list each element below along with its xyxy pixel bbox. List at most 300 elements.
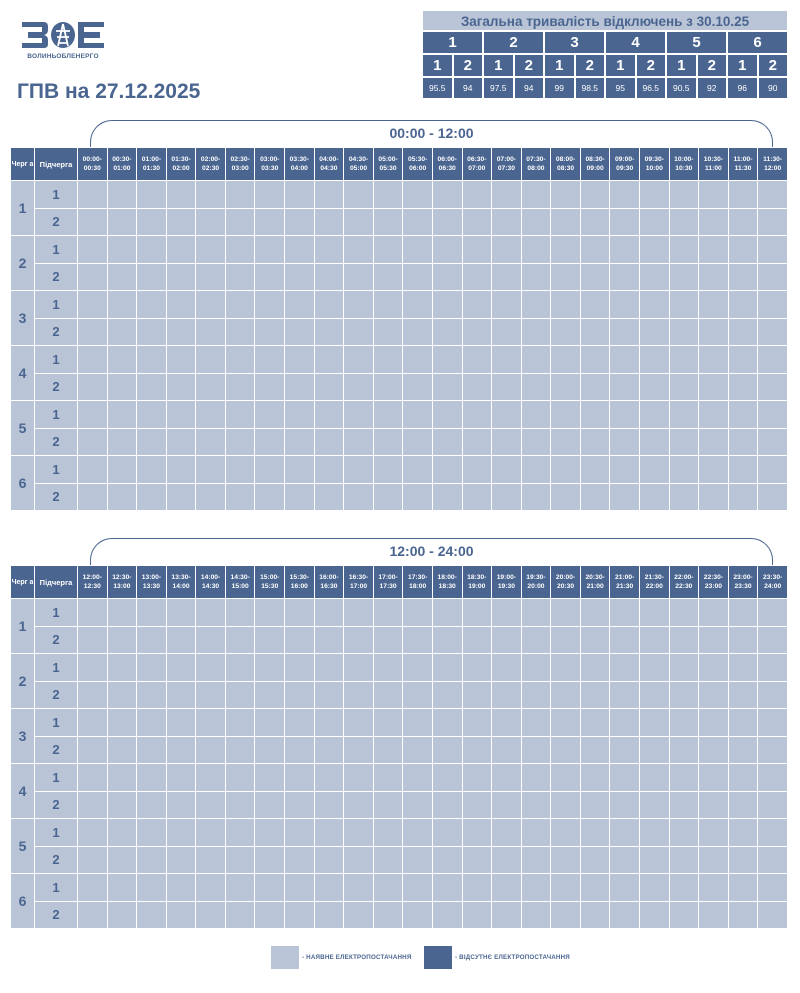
time-slot-cell bbox=[492, 901, 522, 929]
time-slot-cell bbox=[403, 236, 433, 264]
time-slot-cell bbox=[166, 764, 196, 792]
time-slot-cell bbox=[107, 318, 137, 346]
time-slot-cell bbox=[344, 428, 374, 456]
time-slot-cell bbox=[639, 456, 669, 484]
time-slot-cell bbox=[580, 346, 610, 374]
time-slot-cell bbox=[225, 819, 255, 847]
queue-number: 4 bbox=[11, 764, 35, 819]
time-slot-cell bbox=[225, 736, 255, 764]
time-slot-cell bbox=[699, 346, 729, 374]
time-slot-cell bbox=[285, 373, 315, 401]
time-slot-cell bbox=[166, 208, 196, 236]
time-slot-cell bbox=[137, 709, 167, 737]
time-slot-cell bbox=[432, 626, 462, 654]
time-slot-cell bbox=[462, 456, 492, 484]
time-slot-cell bbox=[639, 764, 669, 792]
time-slot-cell bbox=[639, 208, 669, 236]
schedule-row bbox=[11, 208, 788, 236]
time-slot-cell bbox=[196, 291, 226, 319]
time-slot-cell bbox=[285, 654, 315, 682]
time-slot-cell bbox=[432, 181, 462, 209]
time-slot-cell bbox=[669, 318, 699, 346]
time-slot-cell bbox=[699, 846, 729, 874]
time-slot-cell bbox=[403, 819, 433, 847]
time-slot-cell bbox=[225, 346, 255, 374]
time-slot-header: 21:30- 22:00 bbox=[639, 566, 669, 599]
time-slot-cell bbox=[196, 681, 226, 709]
time-slot-cell bbox=[403, 373, 433, 401]
time-slot-cell bbox=[107, 401, 137, 429]
time-slot-cell bbox=[373, 456, 403, 484]
time-slot-cell bbox=[285, 428, 315, 456]
subqueue-number: 2 bbox=[35, 901, 78, 929]
time-slot-cell bbox=[285, 346, 315, 374]
time-slot-cell bbox=[462, 819, 492, 847]
time-slot-cell bbox=[107, 373, 137, 401]
outage-summary-table bbox=[422, 10, 788, 99]
time-slot-cell bbox=[758, 181, 788, 209]
time-slot-cell bbox=[462, 208, 492, 236]
time-slot-cell bbox=[196, 263, 226, 291]
time-slot-cell bbox=[137, 236, 167, 264]
time-slot-cell bbox=[403, 901, 433, 929]
time-slot-cell bbox=[551, 599, 581, 627]
time-slot-cell bbox=[285, 181, 315, 209]
time-slot-cell bbox=[699, 291, 729, 319]
queue-number: 3 bbox=[11, 709, 35, 764]
time-slot-cell bbox=[166, 373, 196, 401]
time-slot-cell bbox=[580, 428, 610, 456]
time-slot-cell bbox=[373, 208, 403, 236]
time-slot-cell bbox=[196, 483, 226, 511]
summary-value: 94 bbox=[453, 77, 484, 99]
schedule-header-row bbox=[11, 148, 788, 181]
time-slot-cell bbox=[728, 819, 758, 847]
time-slot-cell bbox=[255, 346, 285, 374]
schedule-row bbox=[11, 373, 788, 401]
time-slot-cell bbox=[137, 401, 167, 429]
time-slot-cell bbox=[551, 291, 581, 319]
time-slot-cell bbox=[166, 736, 196, 764]
time-slot-cell bbox=[373, 764, 403, 792]
time-slot-cell bbox=[758, 874, 788, 902]
time-slot-cell bbox=[196, 764, 226, 792]
time-slot-cell bbox=[285, 791, 315, 819]
time-slot-cell bbox=[728, 626, 758, 654]
time-slot-cell bbox=[107, 263, 137, 291]
queue-number: 4 bbox=[11, 346, 35, 401]
schedule-header-row bbox=[11, 566, 788, 599]
time-slot-cell bbox=[107, 654, 137, 682]
time-slot-cell bbox=[728, 236, 758, 264]
time-slot-cell bbox=[521, 318, 551, 346]
time-slot-cell bbox=[521, 236, 551, 264]
time-slot-cell bbox=[580, 208, 610, 236]
time-slot-cell bbox=[580, 373, 610, 401]
time-slot-cell bbox=[758, 819, 788, 847]
queue-number: 2 bbox=[11, 654, 35, 709]
summary-group-3: 3 bbox=[544, 31, 605, 54]
time-slot-cell bbox=[728, 346, 758, 374]
summary-subgroup: 2 bbox=[697, 54, 728, 77]
time-slot-cell bbox=[462, 291, 492, 319]
time-slot-cell bbox=[580, 764, 610, 792]
time-slot-cell bbox=[78, 373, 108, 401]
time-slot-cell bbox=[255, 428, 285, 456]
time-slot-cell bbox=[551, 346, 581, 374]
time-slot-cell bbox=[432, 291, 462, 319]
time-slot-cell bbox=[196, 401, 226, 429]
time-slot-cell bbox=[344, 236, 374, 264]
time-slot-cell bbox=[728, 709, 758, 737]
queue-column-header: Черг а bbox=[11, 566, 35, 599]
time-slot-cell bbox=[639, 599, 669, 627]
time-slot-cell bbox=[521, 626, 551, 654]
subqueue-number: 1 bbox=[35, 654, 78, 682]
time-slot-cell bbox=[521, 428, 551, 456]
queue-number: 6 bbox=[11, 456, 35, 511]
time-slot-cell bbox=[285, 901, 315, 929]
queue-number: 6 bbox=[11, 874, 35, 929]
time-slot-cell bbox=[373, 819, 403, 847]
time-slot-cell bbox=[225, 263, 255, 291]
time-slot-cell bbox=[432, 236, 462, 264]
range-label: 12:00 - 24:00 bbox=[389, 543, 474, 559]
time-slot-cell bbox=[462, 681, 492, 709]
time-slot-cell bbox=[255, 626, 285, 654]
time-slot-cell bbox=[255, 456, 285, 484]
time-slot-cell bbox=[166, 483, 196, 511]
time-slot-cell bbox=[669, 736, 699, 764]
subqueue-number: 1 bbox=[35, 874, 78, 902]
time-slot-cell bbox=[492, 791, 522, 819]
time-slot-cell bbox=[196, 456, 226, 484]
time-slot-cell bbox=[344, 263, 374, 291]
time-slot-cell bbox=[610, 401, 640, 429]
time-slot-cell bbox=[639, 791, 669, 819]
time-slot-cell bbox=[758, 208, 788, 236]
time-slot-cell bbox=[196, 874, 226, 902]
time-slot-cell bbox=[166, 846, 196, 874]
schedule-row bbox=[11, 764, 788, 792]
time-slot-cell bbox=[344, 373, 374, 401]
time-slot-cell bbox=[373, 626, 403, 654]
time-slot-cell bbox=[137, 846, 167, 874]
time-slot-cell bbox=[403, 346, 433, 374]
time-slot-cell bbox=[137, 456, 167, 484]
time-slot-header: 06:00- 06:30 bbox=[432, 148, 462, 181]
time-slot-header: 01:30- 02:00 bbox=[166, 148, 196, 181]
time-slot-cell bbox=[669, 291, 699, 319]
time-slot-cell bbox=[78, 901, 108, 929]
time-slot-cell bbox=[196, 181, 226, 209]
time-slot-cell bbox=[373, 599, 403, 627]
time-slot-cell bbox=[225, 208, 255, 236]
schedule-row bbox=[11, 456, 788, 484]
summary-group-row bbox=[422, 31, 788, 54]
time-slot-cell bbox=[758, 428, 788, 456]
time-slot-cell bbox=[610, 599, 640, 627]
time-slot-cell bbox=[255, 599, 285, 627]
subqueue-number: 2 bbox=[35, 626, 78, 654]
time-slot-cell bbox=[225, 456, 255, 484]
time-slot-cell bbox=[255, 819, 285, 847]
time-slot-cell bbox=[669, 483, 699, 511]
time-slot-cell bbox=[432, 373, 462, 401]
time-slot-cell bbox=[344, 599, 374, 627]
time-slot-cell bbox=[521, 736, 551, 764]
schedule-row bbox=[11, 401, 788, 429]
time-slot-cell bbox=[728, 901, 758, 929]
time-slot-cell bbox=[728, 681, 758, 709]
time-slot-cell bbox=[728, 654, 758, 682]
time-slot-cell bbox=[432, 846, 462, 874]
time-slot-cell bbox=[462, 263, 492, 291]
time-slot-cell bbox=[669, 901, 699, 929]
time-slot-header: 16:00- 16:30 bbox=[314, 566, 344, 599]
time-slot-cell bbox=[403, 208, 433, 236]
summary-value: 99 bbox=[544, 77, 575, 99]
time-slot-cell bbox=[166, 709, 196, 737]
time-slot-cell bbox=[432, 901, 462, 929]
time-slot-cell bbox=[462, 401, 492, 429]
logo-mark-icon bbox=[20, 18, 106, 52]
time-slot-cell bbox=[314, 291, 344, 319]
subqueue-number: 2 bbox=[35, 428, 78, 456]
time-slot-cell bbox=[432, 709, 462, 737]
subqueue-number: 1 bbox=[35, 599, 78, 627]
time-slot-cell bbox=[610, 346, 640, 374]
time-slot-cell bbox=[699, 654, 729, 682]
time-slot-cell bbox=[462, 709, 492, 737]
time-slot-cell bbox=[521, 901, 551, 929]
schedule-row bbox=[11, 626, 788, 654]
time-slot-cell bbox=[669, 819, 699, 847]
time-slot-cell bbox=[196, 346, 226, 374]
time-slot-cell bbox=[610, 764, 640, 792]
time-slot-cell bbox=[344, 791, 374, 819]
time-slot-cell bbox=[78, 263, 108, 291]
time-slot-cell bbox=[314, 318, 344, 346]
legend-available-swatch bbox=[271, 946, 299, 969]
time-slot-cell bbox=[639, 736, 669, 764]
time-slot-header: 11:30- 12:00 bbox=[758, 148, 788, 181]
time-slot-cell bbox=[255, 181, 285, 209]
time-slot-cell bbox=[580, 181, 610, 209]
time-slot-cell bbox=[78, 709, 108, 737]
time-slot-cell bbox=[403, 483, 433, 511]
time-slot-cell bbox=[285, 263, 315, 291]
time-slot-cell bbox=[344, 681, 374, 709]
time-slot-cell bbox=[78, 236, 108, 264]
time-slot-cell bbox=[669, 373, 699, 401]
time-slot-cell bbox=[699, 874, 729, 902]
time-slot-cell bbox=[107, 681, 137, 709]
time-slot-cell bbox=[728, 456, 758, 484]
time-slot-cell bbox=[492, 401, 522, 429]
schedule-row bbox=[11, 846, 788, 874]
time-slot-cell bbox=[344, 901, 374, 929]
time-slot-cell bbox=[196, 599, 226, 627]
range-label: 00:00 - 12:00 bbox=[389, 125, 474, 141]
time-slot-cell bbox=[78, 181, 108, 209]
time-slot-cell bbox=[758, 318, 788, 346]
time-slot-cell bbox=[758, 901, 788, 929]
schedule-row bbox=[11, 263, 788, 291]
summary-value: 95.5 bbox=[422, 77, 453, 99]
queue-number: 1 bbox=[11, 181, 35, 236]
time-slot-cell bbox=[225, 483, 255, 511]
time-slot-cell bbox=[669, 654, 699, 682]
summary-value: 96 bbox=[727, 77, 758, 99]
time-slot-cell bbox=[166, 901, 196, 929]
time-slot-cell bbox=[314, 428, 344, 456]
time-slot-cell bbox=[196, 736, 226, 764]
time-slot-cell bbox=[728, 263, 758, 291]
time-slot-cell bbox=[669, 263, 699, 291]
time-slot-cell bbox=[78, 846, 108, 874]
subqueue-number: 1 bbox=[35, 236, 78, 264]
summary-value-row bbox=[422, 77, 788, 99]
time-slot-cell bbox=[285, 709, 315, 737]
time-slot-cell bbox=[373, 181, 403, 209]
time-slot-cell bbox=[137, 819, 167, 847]
time-slot-cell bbox=[166, 681, 196, 709]
time-slot-cell bbox=[225, 291, 255, 319]
time-slot-cell bbox=[344, 654, 374, 682]
legend bbox=[0, 946, 800, 970]
summary-value: 97.5 bbox=[483, 77, 514, 99]
time-slot-cell bbox=[639, 318, 669, 346]
time-slot-cell bbox=[728, 483, 758, 511]
time-slot-cell bbox=[521, 373, 551, 401]
time-slot-cell bbox=[344, 318, 374, 346]
time-slot-cell bbox=[225, 709, 255, 737]
time-slot-header: 02:30- 03:00 bbox=[225, 148, 255, 181]
time-slot-header: 06:30- 07:00 bbox=[462, 148, 492, 181]
time-slot-cell bbox=[669, 874, 699, 902]
time-slot-cell bbox=[373, 654, 403, 682]
time-slot-cell bbox=[78, 599, 108, 627]
time-slot-cell bbox=[373, 318, 403, 346]
time-slot-cell bbox=[225, 373, 255, 401]
summary-subgroup: 1 bbox=[483, 54, 514, 77]
time-slot-cell bbox=[728, 291, 758, 319]
time-slot-cell bbox=[758, 654, 788, 682]
time-slot-cell bbox=[344, 764, 374, 792]
time-slot-cell bbox=[344, 456, 374, 484]
time-slot-cell bbox=[699, 208, 729, 236]
time-slot-header: 02:00- 02:30 bbox=[196, 148, 226, 181]
subqueue-number: 1 bbox=[35, 456, 78, 484]
time-slot-cell bbox=[492, 846, 522, 874]
time-slot-cell bbox=[255, 236, 285, 264]
time-slot-cell bbox=[225, 181, 255, 209]
time-slot-cell bbox=[580, 901, 610, 929]
time-slot-cell bbox=[580, 236, 610, 264]
time-slot-cell bbox=[344, 181, 374, 209]
time-slot-cell bbox=[137, 263, 167, 291]
time-slot-cell bbox=[344, 401, 374, 429]
time-slot-cell bbox=[344, 291, 374, 319]
time-slot-cell bbox=[373, 236, 403, 264]
time-slot-cell bbox=[255, 483, 285, 511]
time-slot-cell bbox=[462, 764, 492, 792]
subqueue-number: 1 bbox=[35, 709, 78, 737]
time-slot-header: 19:00- 19:30 bbox=[492, 566, 522, 599]
time-slot-cell bbox=[669, 401, 699, 429]
time-slot-cell bbox=[166, 626, 196, 654]
time-slot-cell bbox=[551, 901, 581, 929]
summary-group-4: 4 bbox=[605, 31, 666, 54]
time-slot-cell bbox=[373, 846, 403, 874]
time-slot-cell bbox=[758, 764, 788, 792]
time-slot-cell bbox=[758, 373, 788, 401]
time-slot-cell bbox=[669, 428, 699, 456]
time-slot-cell bbox=[521, 291, 551, 319]
time-slot-cell bbox=[107, 819, 137, 847]
time-slot-header: 14:30- 15:00 bbox=[225, 566, 255, 599]
time-slot-cell bbox=[78, 401, 108, 429]
time-slot-cell bbox=[314, 709, 344, 737]
time-slot-cell bbox=[137, 681, 167, 709]
time-slot-cell bbox=[403, 456, 433, 484]
time-slot-cell bbox=[580, 709, 610, 737]
time-slot-cell bbox=[403, 428, 433, 456]
time-slot-cell bbox=[107, 846, 137, 874]
time-slot-cell bbox=[432, 401, 462, 429]
time-slot-header: 22:00- 22:30 bbox=[669, 566, 699, 599]
time-slot-cell bbox=[699, 181, 729, 209]
time-slot-header: 08:30- 09:00 bbox=[580, 148, 610, 181]
time-slot-cell bbox=[78, 791, 108, 819]
time-slot-cell bbox=[314, 373, 344, 401]
time-slot-cell bbox=[580, 681, 610, 709]
time-slot-cell bbox=[492, 291, 522, 319]
time-slot-cell bbox=[699, 626, 729, 654]
time-slot-cell bbox=[255, 874, 285, 902]
time-slot-cell bbox=[373, 263, 403, 291]
time-slot-cell bbox=[462, 373, 492, 401]
time-slot-cell bbox=[344, 874, 374, 902]
time-slot-cell bbox=[610, 819, 640, 847]
time-slot-cell bbox=[432, 764, 462, 792]
summary-value: 95 bbox=[605, 77, 636, 99]
time-slot-cell bbox=[285, 626, 315, 654]
time-slot-cell bbox=[521, 401, 551, 429]
time-slot-header: 22:30- 23:00 bbox=[699, 566, 729, 599]
time-slot-cell bbox=[137, 373, 167, 401]
time-slot-cell bbox=[610, 318, 640, 346]
time-slot-header: 10:30- 11:00 bbox=[699, 148, 729, 181]
time-slot-cell bbox=[78, 874, 108, 902]
time-slot-header: 08:00- 08:30 bbox=[551, 148, 581, 181]
time-slot-cell bbox=[610, 874, 640, 902]
time-slot-cell bbox=[107, 626, 137, 654]
queue-column-header: Черг а bbox=[11, 148, 35, 181]
time-slot-cell bbox=[551, 318, 581, 346]
time-slot-cell bbox=[699, 373, 729, 401]
time-slot-cell bbox=[551, 208, 581, 236]
time-slot-cell bbox=[610, 681, 640, 709]
logo-text: ВОЛИНЬОБЛЕНЕРГО bbox=[27, 53, 99, 60]
time-slot-cell bbox=[107, 181, 137, 209]
time-slot-cell bbox=[492, 626, 522, 654]
time-slot-cell bbox=[728, 373, 758, 401]
time-slot-cell bbox=[462, 846, 492, 874]
schedule-row bbox=[11, 291, 788, 319]
time-slot-cell bbox=[728, 318, 758, 346]
